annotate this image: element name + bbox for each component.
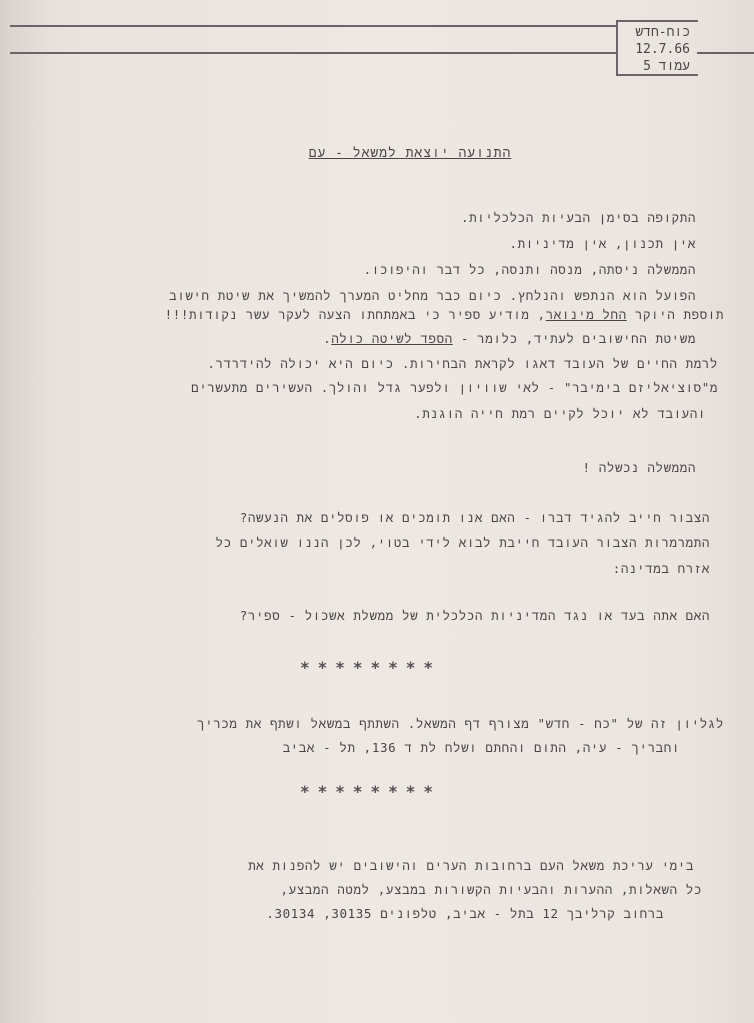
body-line-6-part-1: משיטת החישובים לעתיד, כלומר - — [452, 331, 696, 346]
body-line-17: בימי עריכת משאל העם ברחובות הערים והישובים יש להפנות את — [248, 858, 694, 873]
body-line-6-underlined: הספד לשיטה כולה — [331, 331, 453, 346]
body-line-18: כל השאלות, ההערות והבעיות הקשורות במבצע, למטה המבצע, — [280, 882, 702, 897]
document-title: התנועה יוצאת למשאל - עם — [308, 146, 512, 161]
body-line-9: והעובד לא יוכל לקיים רמת חייה הוגנת. — [414, 406, 706, 421]
body-line-5 — [165, 307, 724, 323]
body-line-8: מ"סוציאליזם בימיבר" - לאי שוויון ולפער גדל והולך. העשירים מתעשרים — [191, 380, 718, 395]
body-line-6-part-3: . — [323, 331, 332, 346]
body-line-5-part-1: תוספת היוקר — [626, 307, 724, 322]
body-line-11: הצבור חייב להגיד דברו - האם אנו תומכים או פוסלים את הנעשה? — [239, 510, 710, 525]
publication-name: כוח-חדש — [635, 25, 690, 40]
separator-stars-1: ******** — [300, 658, 442, 677]
body-line-13: אזרח במדינה: — [612, 561, 710, 576]
body-line-6 — [323, 331, 696, 347]
separator-stars-2: ******** — [300, 782, 442, 801]
body-line-4: הפועל הוא הנתפש והנלחץ. כיום כבר מחליט המערך להמשיך את שיטת חישוב — [169, 288, 696, 303]
header-rule-bottom — [10, 52, 618, 54]
publication-date: 12.7.66 — [635, 42, 690, 57]
header-rule-right — [697, 52, 754, 54]
body-line-14: האם אתה בעד או נגד המדיניות הכלכלית של ממשלת אשכול - ספיר? — [239, 608, 710, 623]
page-number: עמוד 5 — [643, 59, 690, 74]
body-line-10: הממשלה נכשלה ! — [582, 460, 696, 475]
body-line-19: ברחוב קרליבך 12 בתל - אביב, טלפונים 30135, 30134. — [266, 906, 664, 921]
body-line-5-underlined: החל מינואר — [545, 307, 627, 322]
body-line-7: לרמת החיים של העובד דאגו לקראת הבחירות. כיום היא יכולה להידרדר. — [207, 356, 718, 371]
body-line-12: התמרמרות הצבור העובד חייבת לבוא לידי בטוי, לכן הננו שואלים כל — [215, 535, 710, 550]
body-line-1: התקופה בסימן הבעיות הכלכליות. — [460, 210, 696, 225]
body-line-3: הממשלה ניסתה, מנסה ותנסה, כל דבר והיפוכו. — [363, 262, 696, 277]
body-line-16: וחבריך - עיה, התום והחתם ושלח לת ד 136, תל - אביב — [282, 740, 680, 755]
header-stamp — [616, 20, 698, 76]
body-line-2: אין תכנון, אין מדיניות. — [509, 236, 696, 251]
body-line-5-part-3: , מודיע ספיר כי באמתחתו הצעה לעקר עשר נקודות!!! — [164, 307, 546, 322]
body-line-15: לגליון זה של "כח - חדש" מצורף דף המשאל. השתתף במשאל ושתף את מכריך — [197, 716, 724, 731]
header-rule-top — [10, 25, 618, 27]
